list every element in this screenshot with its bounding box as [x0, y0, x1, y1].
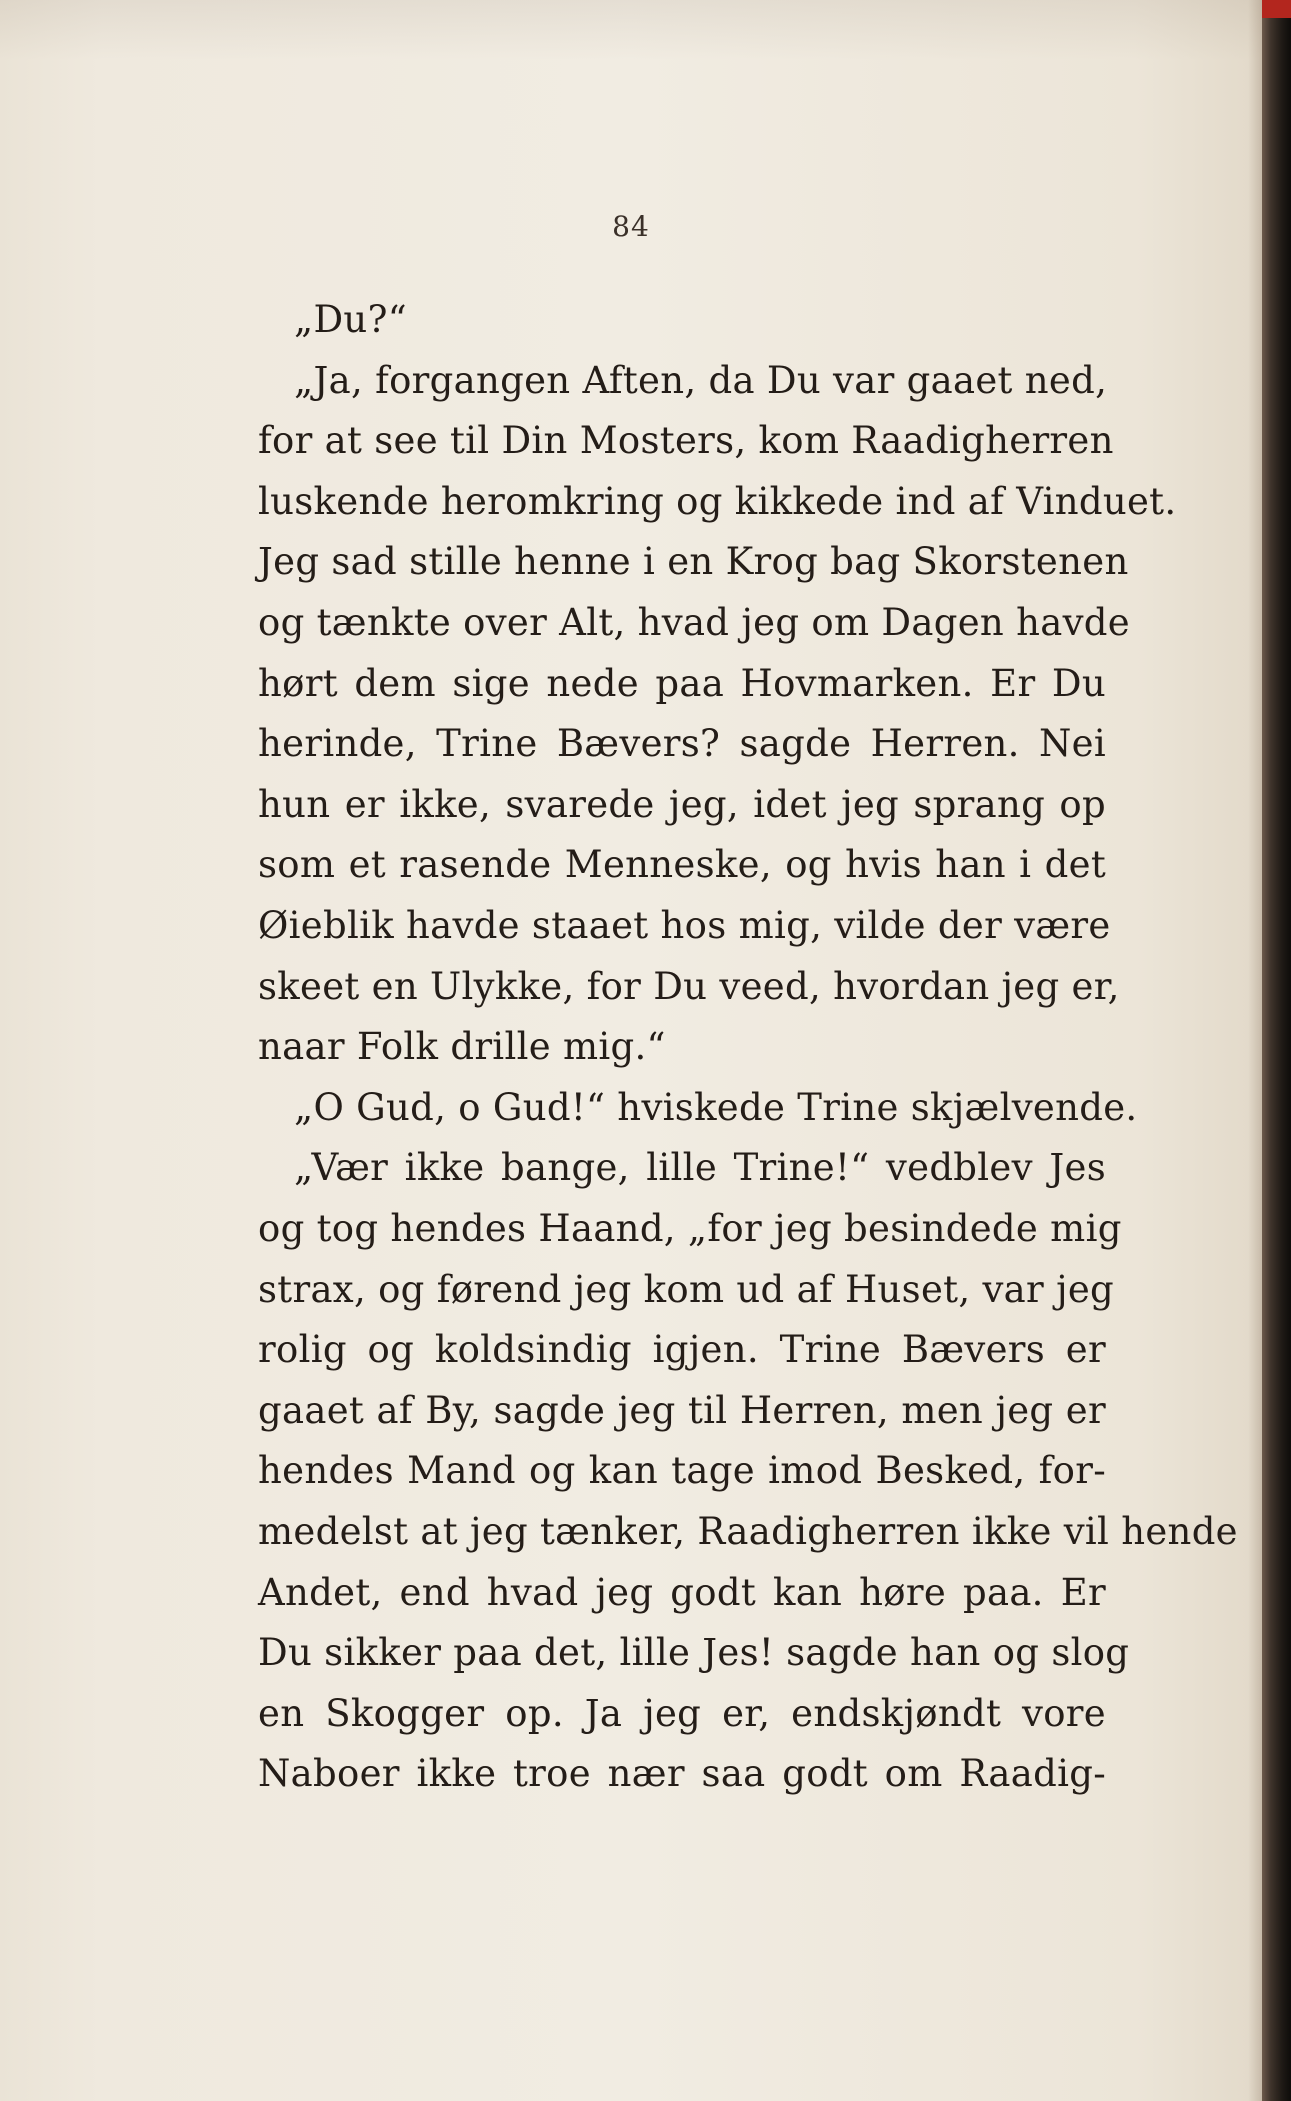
text-line: hendes Mand og kan tage imod Besked, for-: [258, 1449, 1106, 1492]
text-line: Andet, end hvad jeg godt kan høre paa. Er: [258, 1571, 1106, 1614]
text-line: „Ja, forgangen Aften, da Du var gaaet ned,: [294, 359, 1108, 402]
text-line: og tænkte over Alt, hvad jeg om Dagen havde: [258, 601, 1130, 644]
text-line: medelst at jeg tænker, Raadigherren ikke vil hende: [258, 1510, 1238, 1553]
text-line: Naboer ikke troe nær saa godt om Raadig-: [258, 1752, 1106, 1795]
text-line: en Skogger op. Ja jeg er, endskjøndt vore: [258, 1692, 1106, 1735]
text-line: luskende heromkring og kikkede ind af Vinduet.: [258, 480, 1177, 523]
text-line: „Du?“: [294, 298, 407, 341]
text-line: som et rasende Menneske, og hvis han i det: [258, 843, 1106, 886]
text-line: Jeg sad stille henne i en Krog bag Skorstenen: [258, 540, 1129, 583]
text-line: for at see til Din Mosters, kom Raadigherren: [258, 419, 1114, 462]
text-line: strax, og førend jeg kom ud af Huset, var jeg: [258, 1268, 1115, 1311]
text-line: og tog hendes Haand, „for jeg besindede mig: [258, 1207, 1122, 1250]
text-line: Øieblik havde staaet hos mig, vilde der være: [258, 904, 1111, 947]
text-line: hørt dem sige nede paa Hovmarken. Er Du: [258, 662, 1106, 705]
text-line: gaaet af By, sagde jeg til Herren, men jeg er: [258, 1389, 1106, 1432]
text-line: „Vær ikke bange, lille Trine!“ vedblev Jes: [294, 1146, 1106, 1189]
text-line: skeet en Ulykke, for Du veed, hvordan jeg er,: [258, 965, 1120, 1008]
spine-bookmark-accent: [1262, 0, 1291, 18]
page-shadow: [0, 0, 1262, 60]
page-text-body: [258, 290, 1238, 1830]
text-line: naar Folk drille mig.“: [258, 1025, 666, 1068]
text-line: hun er ikke, svarede jeg, idet jeg sprang op: [258, 783, 1106, 826]
book-spine: [1262, 0, 1291, 2101]
page-edge-shadow: [1248, 0, 1262, 2101]
text-line: herinde, Trine Bævers? sagde Herren. Nei: [258, 722, 1106, 765]
text-line: „O Gud, o Gud!“ hviskede Trine skjælvende.: [294, 1086, 1138, 1129]
page-number: 84: [612, 210, 650, 243]
text-line: rolig og koldsindig igjen. Trine Bævers er: [258, 1328, 1106, 1371]
text-line: Du sikker paa det, lille Jes! sagde han og slog: [258, 1631, 1130, 1674]
